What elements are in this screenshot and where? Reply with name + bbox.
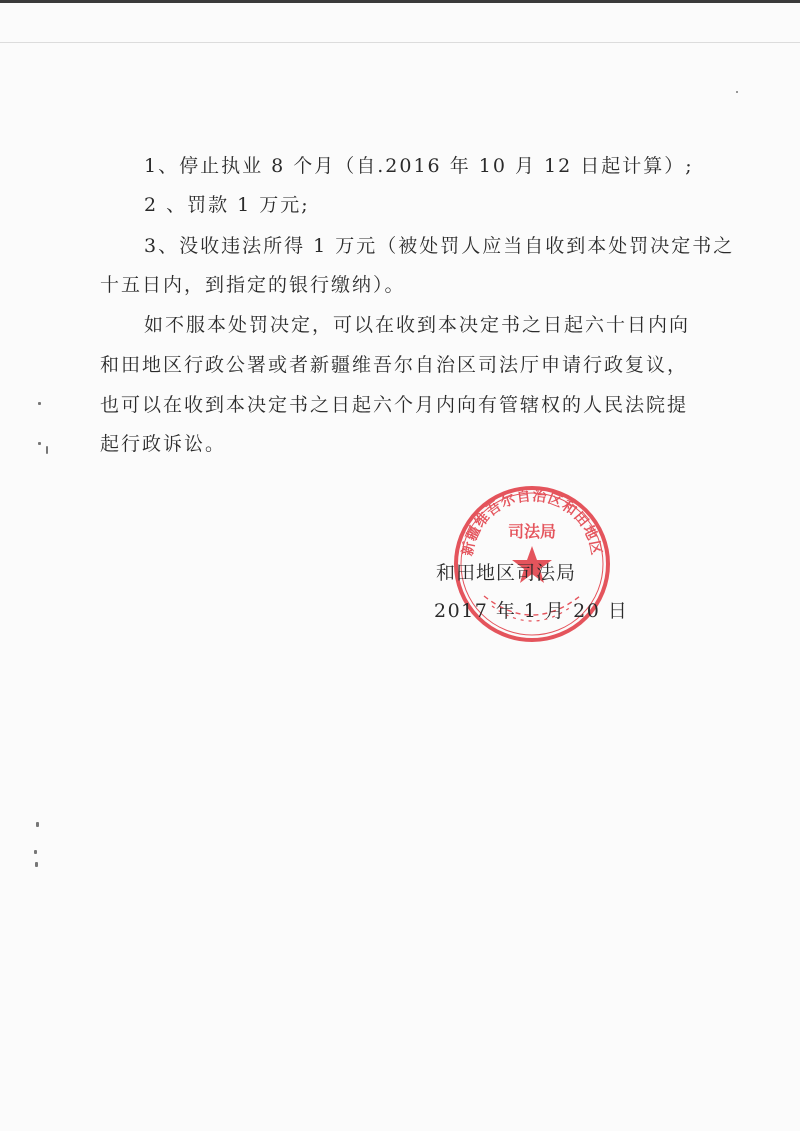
scan-speck: [38, 402, 41, 405]
appeal-line-1: 如不服本处罚决定，可以在收到本决定书之日起六十日内向: [144, 314, 691, 336]
scan-speck: [38, 442, 41, 445]
scan-divider: [0, 42, 800, 43]
seal-outer-text: 新疆维吾尔自治区和田地区: [459, 488, 605, 558]
scan-speck: [736, 91, 738, 93]
scan-speck: [35, 862, 38, 867]
scan-speck: [36, 822, 39, 827]
issuer-name: 和田地区司法局: [436, 562, 577, 584]
item-3-line-1: 3、没收违法所得 1 万元（被处罚人应当自收到本处罚决定书之: [144, 235, 735, 257]
seal-center-text: 司法局: [507, 522, 557, 541]
item-1: 1、停止执业 8 个月（自.2016 年 10 月 12 日起计算）;: [144, 155, 694, 177]
issue-date: 2017 年 1 月 20 日: [434, 600, 629, 622]
scan-speck: [46, 446, 48, 454]
appeal-line-4: 起行政诉讼。: [100, 433, 227, 455]
item-2: 2 、罚款 1 万元;: [144, 194, 310, 216]
scan-speck: [34, 850, 37, 854]
appeal-line-3: 也可以在收到本决定书之日起六个月内向有管辖权的人民法院提: [100, 394, 689, 416]
scan-border: [0, 0, 800, 3]
item-3-line-2: 十五日内，到指定的银行缴纳）。: [100, 274, 406, 296]
appeal-line-2: 和田地区行政公署或者新疆维吾尔自治区司法厅申请行政复议，: [100, 354, 689, 376]
